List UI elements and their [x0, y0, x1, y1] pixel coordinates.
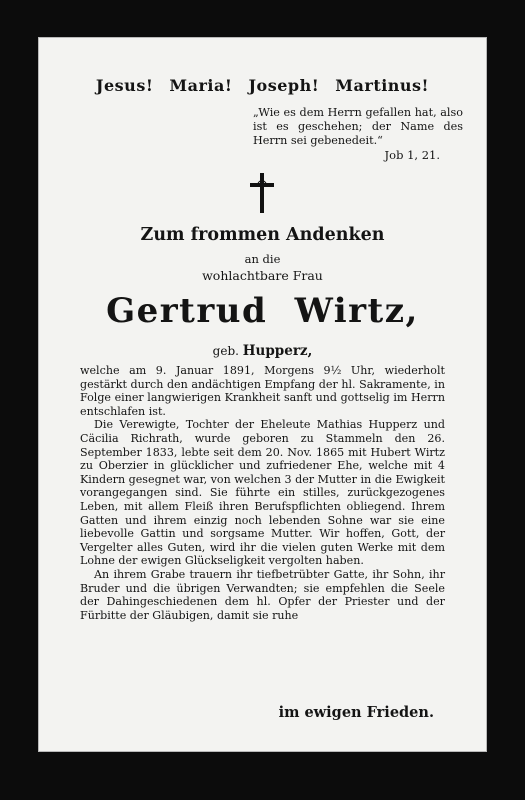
- honorific-text: wohlachtbare Frau: [202, 268, 323, 283]
- obituary-body: [80, 364, 445, 622]
- quote-source: Job 1, 21.: [384, 148, 440, 162]
- born-prefix: geb.: [212, 344, 239, 358]
- maiden-name-line: [39, 343, 486, 359]
- memorial-title: Zum frommen Andenken: [140, 225, 385, 245]
- bible-quote: „Wie es dem Herrn gefallen hat, also ist es geschehen; der Name des Herrn sei gebenedeit.“: [253, 106, 463, 147]
- an-die-text: an die: [244, 252, 281, 266]
- maiden-name: Hupperz,: [242, 343, 313, 359]
- deceased-name: Gertrud Wirtz,: [106, 291, 419, 331]
- invocation-header: Jesus! Maria! Joseph! Martinus!: [95, 76, 430, 95]
- paragraph-life: Die Verewigte, Tochter der Eheleute Mathias Hupperz und Cäcilia Richrath, wurde geboren zu Stammeln den 26. September 1833, lebte seit dem 20. Nov. 1865 mit Hubert Wirtz zu Oberzier in glücklicher und zufriedener Ehe, welche mit 4 Kindern gesegnet war, von welchen 3 der Mutter in die Ewigkeit vorangegangen sind. Sie führte ein stilles, zurückgezogenes Leben, mit allem Fleiß ihren Berufspflichten obliegend. Ihrem Gatten und ihrem einzig noch lebenden Sohne war sie eine liebevolle Gattin und sorgsame Mutter. Wir hoffen, Gott, der Vergelter alles Guten, wird ihr die vielen guten Werke mit dem Lohne der ewigen Glückseligkeit vergolten haben.: [80, 418, 445, 568]
- cross-icon: [245, 172, 279, 214]
- paragraph-mourners: An ihrem Grabe trauern ihr tiefbetrübter Gatte, ihr Sohn, ihr Bruder und die übrigen Verwandten; sie empfehlen die Seele der Dahingeschiedenen dem hl. Opfer der Priester und der Fürbitte der Gläubigen, damit sie ruhe: [80, 567, 445, 622]
- card-inner-panel: [38, 37, 487, 752]
- closing-line: im ewigen Frieden.: [278, 704, 434, 721]
- paragraph-death: welche am 9. Januar 1891, Morgens 9½ Uhr, wiederholt gestärkt durch den andächtigen Empfang der hl. Sakramente, in Folge einer langwierigen Krankheit sanft und gottselig im Herrn entschlafen ist.: [80, 364, 445, 418]
